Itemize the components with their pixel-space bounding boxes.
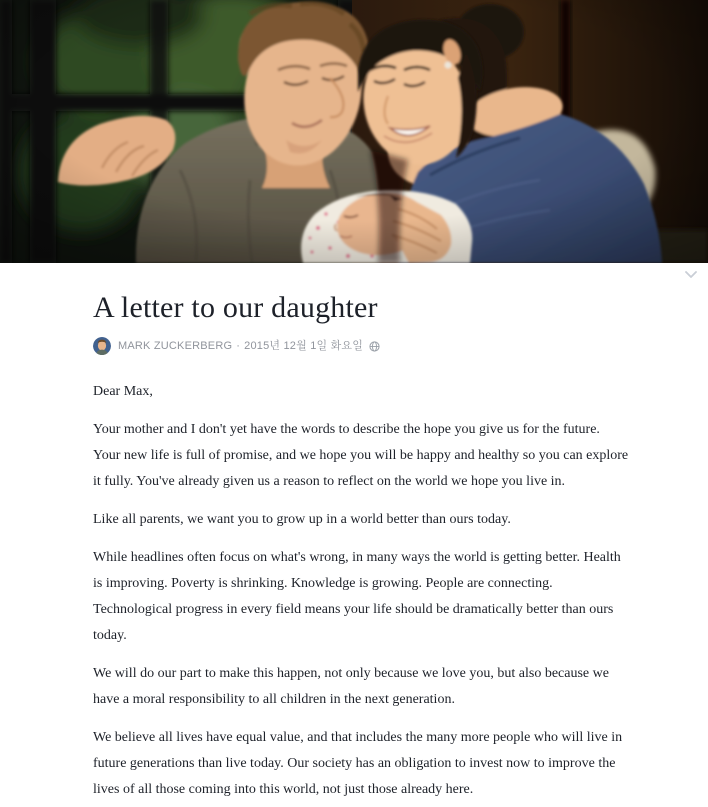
publish-date: 2015년 12월 1일 화요일: [244, 340, 364, 352]
family-photo-illustration: [0, 0, 708, 263]
page-title: A letter to our daughter: [93, 291, 378, 324]
byline: [93, 337, 630, 355]
letter-body: [93, 379, 630, 803]
paragraph: Like all parents, we want you to grow up in a world better than ours today.: [93, 512, 511, 527]
paragraph: Your mother and I don't yet have the words to describe the hope you give us for the future. Your new life is full of promise, and we hope you will be happy and healthy so you can explore it fully. You've already given us a reason to reflect on the world we hope you live in.: [93, 422, 629, 489]
collapse-note-button[interactable]: [682, 267, 700, 283]
paragraph: We believe all lives have equal value, and that includes the many more people who will live in future generations than live today. Our society has an obligation to invest now to improve the lives of all those coming into this world, not just those already here.: [93, 730, 623, 797]
paragraph: We will do our part to make this happen, not only because we love you, but also because we have a moral responsibility to all children in the next generation.: [93, 666, 609, 707]
paragraph: Dear Max,: [93, 384, 153, 399]
globe-public-icon: [369, 341, 380, 352]
chevron-down-icon: [685, 271, 697, 279]
author-avatar[interactable]: [93, 337, 111, 355]
paragraph: While headlines often focus on what's wrong, in many ways the world is getting better. Health is improving. Poverty is shrinking. Knowledge is growing. People are connecting. Technological progress in every field means your life should be dramatically better than ours today.: [93, 550, 621, 643]
byline-separator: ·: [236, 340, 241, 352]
author-name-link[interactable]: MARK ZUCKERBERG: [118, 340, 233, 352]
mark-zuckerberg-avatar-icon: [93, 337, 111, 355]
note-content: [0, 263, 708, 803]
cover-photo: [0, 0, 708, 263]
